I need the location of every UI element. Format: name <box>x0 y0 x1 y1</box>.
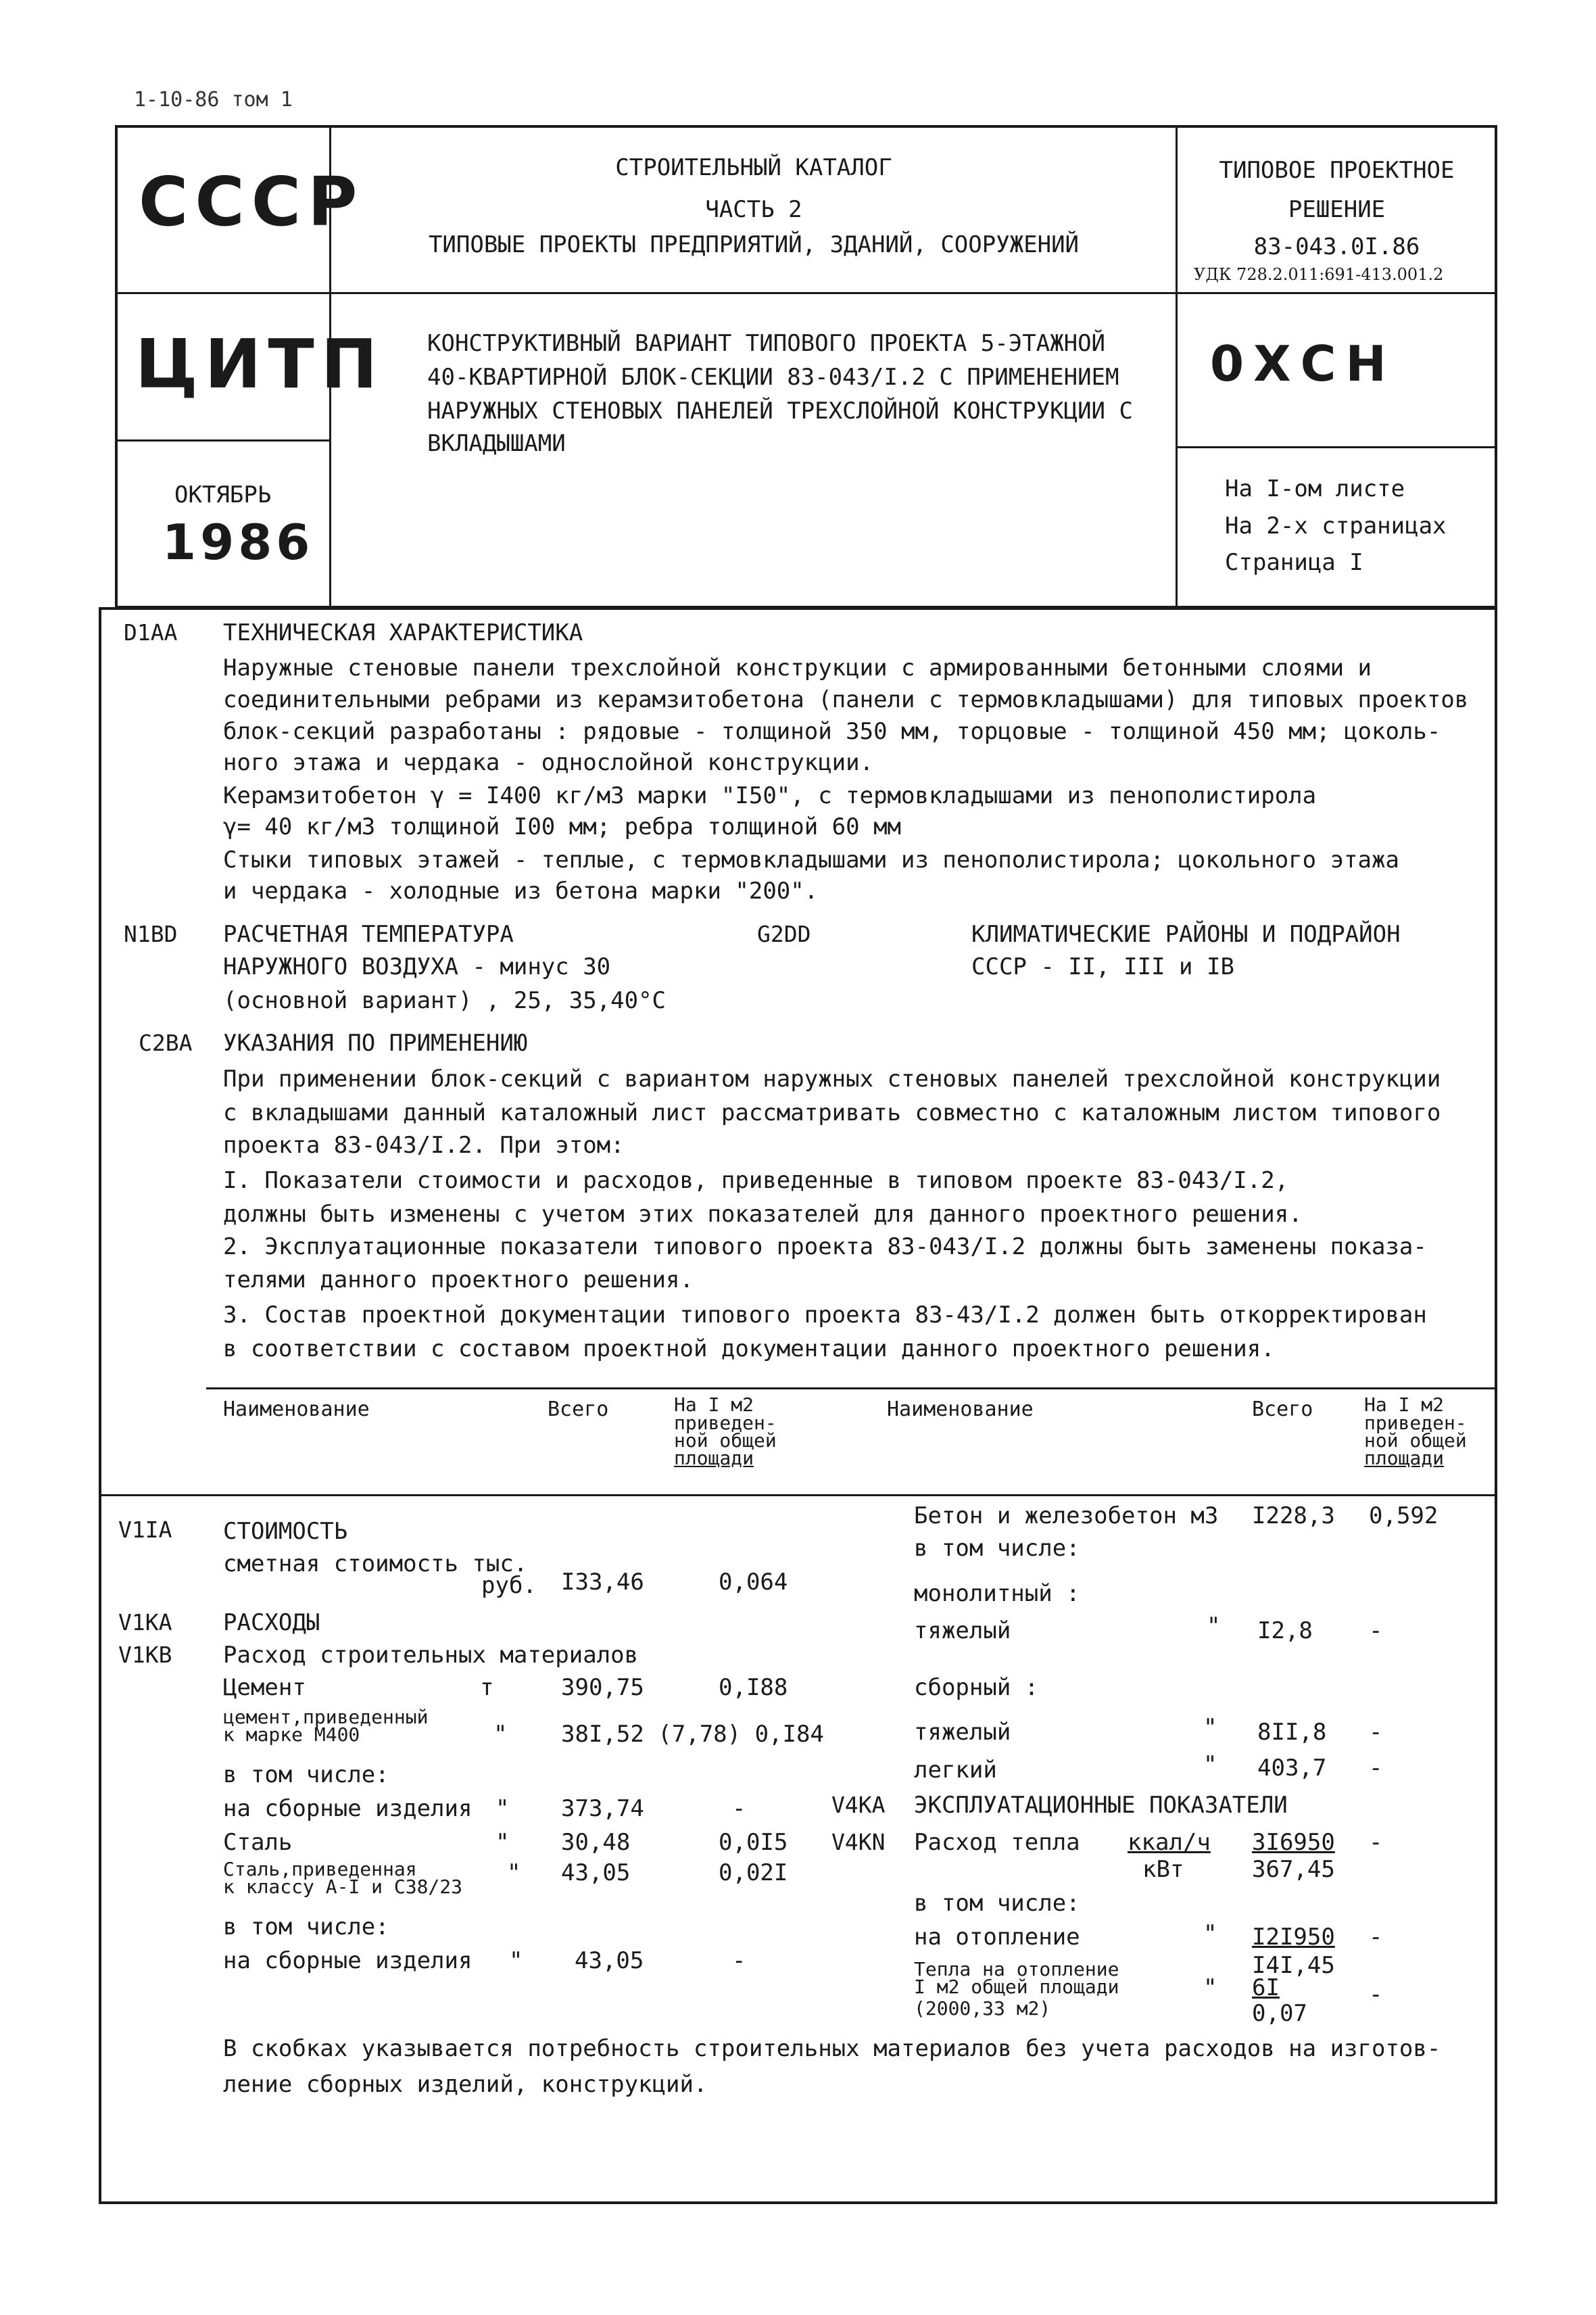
code-v4ka: V4KA <box>831 1792 886 1818</box>
tech-line-5: Керамзитобетон γ = I400 кг/м3 марки "I50", с термовкладышами из пенополистирола <box>223 782 1317 809</box>
light-unit: " <box>1203 1751 1217 1778</box>
cement-reduced-values: 38I,52 (7,78) 0,I84 <box>561 1721 824 1748</box>
cement-unit: т <box>480 1674 494 1701</box>
prefab-1-total: 373,74 <box>561 1795 644 1822</box>
heat-total-kcal: 3I6950 <box>1252 1829 1335 1856</box>
tech-line-7: Стыки типовых этажей - теплые, с термовкладышами из пенополистирола; цокольного этажа <box>223 846 1399 874</box>
prefab-2-total: 43,05 <box>575 1947 644 1974</box>
expenses-title: РАСХОДЫ <box>223 1609 320 1636</box>
temp-code: N1BD <box>124 921 178 947</box>
cement-per-m2: 0,I88 <box>719 1674 788 1701</box>
col-header-per-right-1: На I м2 <box>1364 1393 1445 1416</box>
tech-line-8: и чердака - холодные из бетона марки "200". <box>223 878 819 905</box>
col-header-per-left-2: приведен- <box>674 1412 777 1434</box>
m2-heat-label-2: I м2 общей площади <box>914 1976 1119 1998</box>
prefab-2-label: на сборные изделия <box>223 1947 473 1974</box>
m2-heat-per-m2: - <box>1369 1981 1383 2008</box>
concrete-label: Бетон и железобетон м3 <box>914 1502 1219 1529</box>
col-header-per-left-1: На I м2 <box>674 1393 754 1416</box>
table-header-rule <box>99 1494 1497 1496</box>
catalog-line-3: ТИПОВЫЕ ПРОЕКТЫ ПРЕДПРИЯТИЙ, ЗДАНИЙ, СООРУЖЕНИЙ <box>428 231 1080 258</box>
concrete-per-m2: 0,592 <box>1369 1502 1438 1529</box>
usage-line-8: 3. Состав проектной документации типового проекта 83-43/I.2 должен быть откорректирован <box>223 1302 1427 1329</box>
temp-line-1: РАСЧЕТНАЯ ТЕМПЕРАТУРА <box>223 921 514 948</box>
sheet-line-2: На 2-х страницах <box>1225 512 1447 540</box>
steel-reduced-label-2: к классу А-I и С38/23 <box>223 1876 463 1898</box>
table-top-rule <box>206 1387 1497 1389</box>
climate-line-2: СССР - II, III и IВ <box>971 953 1234 980</box>
col-header-total-right: Всего <box>1252 1398 1313 1421</box>
usage-title: УКАЗАНИЯ ПО ПРИМЕНЕНИЮ <box>223 1030 528 1057</box>
title-line-2: 40-КВАРТИРНОЙ БЛОК-СЕКЦИИ 83-043/I.2 С ПРИМЕНЕНИЕМ <box>427 364 1119 391</box>
steel-per-m2: 0,0I5 <box>719 1829 788 1856</box>
temp-line-2: НАРУЖНОГО ВОЗДУХА - минус 30 <box>223 953 611 980</box>
steel-unit: " <box>495 1829 510 1856</box>
tech-line-6: γ= 40 кг/м3 толщиной I00 мм; ребра толщиной 60 мм <box>223 813 902 840</box>
heating-label: на отопление <box>914 1924 1080 1951</box>
incl-label-1: в том числе: <box>223 1761 389 1788</box>
prefab-2-unit: " <box>509 1947 523 1974</box>
tech-code: D1AA <box>124 619 178 646</box>
title-line-3: НАРУЖНЫХ СТЕНОВЫХ ПАНЕЛЕЙ ТРЕХСЛОЙНОЙ КОНСТРУКЦИИ С <box>427 398 1133 425</box>
month-label: ОКТЯБРЬ <box>174 481 272 508</box>
catalog-line-1: СТРОИТЕЛЬНЫЙ КАТАЛОГ <box>615 154 892 181</box>
heavy-1-total: I2,8 <box>1257 1617 1313 1644</box>
m2-heat-label-3: (2000,33 м2) <box>914 1997 1051 2020</box>
heating-per-m2: - <box>1369 1924 1383 1951</box>
steel-reduced-unit: " <box>507 1859 521 1886</box>
heat-label: Расход тепла <box>914 1829 1080 1856</box>
cost-title: СТОИМОСТЬ <box>223 1518 348 1545</box>
col-header-total-left: Всего <box>548 1398 609 1421</box>
decision-line-1: ТИПОВОЕ ПРОЕКТНОЕ <box>1219 157 1455 184</box>
tech-line-2: соединительными ребрами из керамзитобетона (панели с термовкладышами) для типовых проектов <box>223 686 1469 713</box>
prefab-1-per-m2: - <box>732 1795 746 1822</box>
steel-total: 30,48 <box>561 1829 631 1856</box>
header-rule-2-right <box>1176 446 1497 448</box>
cement-reduced-unit: " <box>493 1721 508 1748</box>
m2-heat-unit: " <box>1203 1974 1217 2001</box>
usage-line-6: 2. Эксплуатационные показатели типового проекта 83-043/I.2 должны быть заменены показа- <box>223 1233 1427 1260</box>
sheet-line-3: Страница I <box>1225 549 1363 576</box>
heavy-2-per-m2: - <box>1369 1719 1383 1746</box>
sheet-line-1: На I-ом листе <box>1225 475 1405 502</box>
light-label: легкий <box>914 1757 997 1784</box>
operational-title: ЭКСПЛУАТАЦИОННЫЕ ПОКАЗАТЕЛИ <box>914 1792 1288 1819</box>
cost-unit: руб. <box>481 1572 537 1599</box>
steel-reduced-label-1: Сталь,приведенная <box>223 1858 417 1880</box>
footnote-line-1: В скобках указывается потребность строительных материалов без учета расходов на изготов- <box>223 2035 1441 2062</box>
steel-label: Сталь <box>223 1829 293 1856</box>
cement-reduced-label-1: цемент,приведенный <box>223 1706 429 1728</box>
cement-total: 390,75 <box>561 1674 644 1701</box>
col-header-name-right: Наименование <box>887 1398 1034 1421</box>
m2-heat-total-2: 0,07 <box>1252 2000 1307 2027</box>
year-label: 1986 <box>162 514 314 571</box>
heating-unit: " <box>1203 1920 1217 1947</box>
heavy-2-total: 8II,8 <box>1257 1719 1327 1746</box>
cost-label: сметная стоимость тыс. <box>223 1550 528 1577</box>
light-total: 403,7 <box>1257 1755 1327 1782</box>
heavy-1-label: тяжелый <box>914 1617 1011 1644</box>
concrete-total: I228,3 <box>1252 1502 1335 1529</box>
citp-label: ЦИТП <box>135 325 385 404</box>
heat-unit-kw: кВт <box>1142 1856 1184 1883</box>
temp-line-3: (основной вариант) , 25, 35,40°С <box>223 987 667 1014</box>
tech-line-3: блок-секций разработаны : рядовые - толщиной 350 мм, торцовые - толщиной 450 мм; цоколь- <box>223 718 1441 745</box>
m2-heat-total-1: 6I <box>1252 1974 1280 2001</box>
steel-reduced-total: 43,05 <box>561 1859 631 1886</box>
tech-line-1: Наружные стеновые панели трехслойной конструкции с армированными бетонными слоями и <box>223 654 1372 682</box>
prefab-1-unit: " <box>495 1795 510 1822</box>
cement-label: Цемент <box>223 1674 306 1701</box>
tech-line-4: ного этажа и чердака - однослойной конструкции. <box>223 749 874 776</box>
monolithic-label: монолитный : <box>914 1580 1080 1607</box>
heavy-2-label: тяжелый <box>914 1719 1011 1746</box>
header-rule-1 <box>115 292 1497 294</box>
cement-reduced-label-2: к марке М400 <box>223 1723 360 1746</box>
code-v4kn: V4KN <box>831 1829 886 1855</box>
usage-line-7: телями данного проектного решения. <box>223 1266 694 1293</box>
heat-unit-kcal: ккал/ч <box>1128 1829 1211 1856</box>
heating-total-kcal: I2I950 <box>1252 1924 1335 1951</box>
col-header-per-left-3: ной общей <box>674 1429 777 1452</box>
header-rule-2-left <box>115 439 329 441</box>
col-header-per-right-4: площади <box>1364 1447 1445 1469</box>
cost-total: I33,46 <box>561 1569 644 1596</box>
title-line-4: ВКЛАДЫШАМИ <box>427 430 566 457</box>
usage-line-2: с вкладышами данный каталожный лист рассматривать совместно с каталожным листом типового <box>223 1099 1441 1126</box>
tech-title: ТЕХНИЧЕСКАЯ ХАРАКТЕРИСТИКА <box>223 619 583 646</box>
ussr-label: СССР <box>139 162 364 241</box>
decision-number: 83-043.0I.86 <box>1253 233 1420 260</box>
heavy-1-per-m2: - <box>1369 1617 1383 1644</box>
code-v1ka: V1KA <box>118 1609 172 1636</box>
climate-line-1: КЛИМАТИЧЕСКИЕ РАЙОНЫ И ПОДРАЙОН <box>971 921 1401 948</box>
materials-title: Расход строительных материалов <box>223 1642 639 1669</box>
decision-line-2: РЕШЕНИЕ <box>1288 196 1386 223</box>
col-header-per-right-3: ной общей <box>1364 1429 1467 1452</box>
prefab-label: сборный : <box>914 1674 1039 1701</box>
heating-total-kw: I4I,45 <box>1252 1952 1335 1979</box>
m2-heat-label-1: Тепла на отопление <box>914 1958 1119 1980</box>
col-header-name-left: Наименование <box>223 1398 370 1421</box>
cost-per-m2: 0,064 <box>719 1569 788 1596</box>
usage-line-3: проекта 83-043/I.2. При этом: <box>223 1132 625 1159</box>
catalog-line-2: ЧАСТЬ 2 <box>705 196 802 223</box>
concrete-incl-label: в том числе: <box>914 1535 1080 1562</box>
light-per-m2: - <box>1369 1755 1383 1782</box>
heat-total-kw: 367,45 <box>1252 1856 1335 1883</box>
top-note: 1-10-86 том 1 <box>134 88 293 112</box>
heavy-1-unit: " <box>1207 1613 1221 1640</box>
heavy-2-unit: " <box>1203 1714 1217 1741</box>
incl-label-2: в том числе: <box>223 1913 389 1940</box>
prefab-2-per-m2: - <box>732 1947 746 1974</box>
usage-line-5: должны быть изменены с учетом этих показателей для данного проектного решения. <box>223 1201 1303 1228</box>
footnote-line-2: ление сборных изделий, конструкций. <box>223 2071 708 2098</box>
title-line-1: КОНСТРУКТИВНЫЙ ВАРИАНТ ТИПОВОГО ПРОЕКТА 5-ЭТАЖНОЙ <box>427 330 1106 357</box>
usage-line-9: в соответствии с составом проектной документации данного проектного решения. <box>223 1335 1275 1362</box>
steel-reduced-per-m2: 0,02I <box>719 1859 788 1886</box>
usage-line-1: При применении блок-секций с вариантом наружных стеновых панелей трехслойной конструкции <box>223 1066 1441 1093</box>
usage-line-4: I. Показатели стоимости и расходов, приведенные в типовом проекте 83-043/I.2, <box>223 1167 1289 1194</box>
heat-per-m2: - <box>1369 1829 1383 1856</box>
code-v1kb: V1KB <box>118 1642 172 1668</box>
prefab-1-label: на сборные изделия <box>223 1795 473 1822</box>
col-header-per-right-2: приведен- <box>1364 1412 1467 1434</box>
col-header-per-left-4: площади <box>674 1447 754 1469</box>
heat-incl-label: в том числе: <box>914 1890 1080 1917</box>
usage-code: C2BA <box>139 1030 193 1056</box>
udk-code: УДК 728.2.011:691-413.001.2 <box>1194 265 1444 284</box>
code-v1ia: V1IA <box>118 1517 172 1543</box>
climate-code: G2DD <box>757 921 811 947</box>
classification-code: 0ХСН <box>1210 335 1396 392</box>
